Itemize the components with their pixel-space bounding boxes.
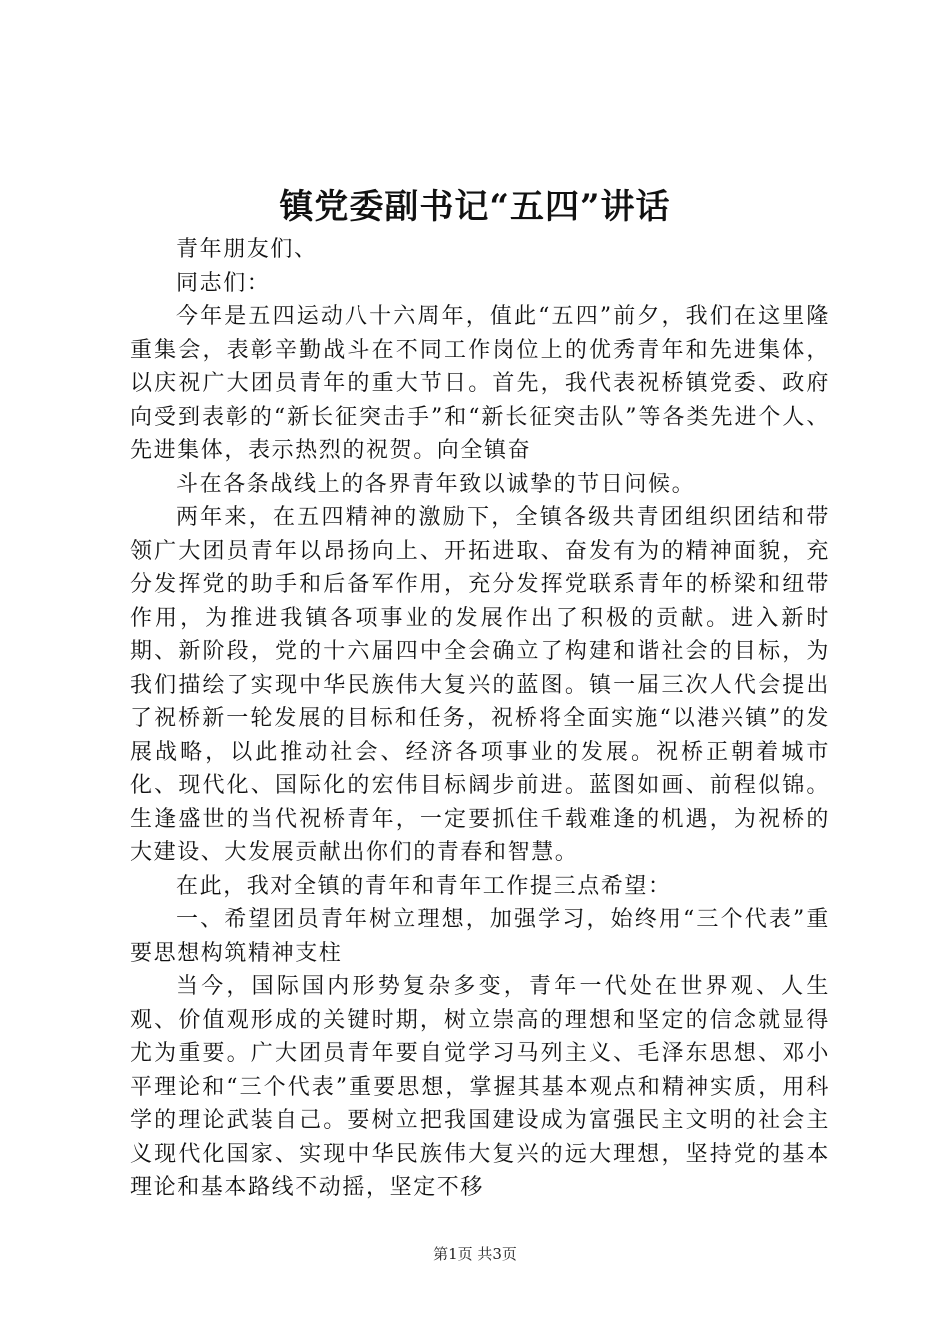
- document-body: [130, 233, 830, 1205]
- section-heading-1: 一、希望团员青年树立理想，加强学习，始终用“三个代表”重要思想构筑精神支柱: [130, 907, 830, 966]
- paragraph-two-years: 两年来，在五四精神的激励下，全镇各级共青团组织团结和带领广大团员青年以昂扬向上、开拓进取、奋发有为的精神面貌，充分发挥党的助手和后备军作用，充分发挥党联系青年的桥梁和纽带作用，为推进我镇各项事业的发展作出了积极的贡献。进入新时期、新阶段，党的十六届四中全会确立了构建和谐社会的目标，为我们描绘了实现中华民族伟大复兴的蓝图。镇一届三次人代会提出了祝桥新一轮发展的目标和任务，祝桥将全面实施“以港兴镇”的发展战略，以此推动社会、经济各项事业的发展。祝桥正朝着城市化、现代化、国际化的宏伟目标阔步前进。蓝图如画、前程似锦。生逢盛世的当代祝桥青年，一定要抓住千载难逢的机遇，为祝桥的大建设、大发展贡献出你们的青春和智慧。: [130, 505, 830, 865]
- paragraph-hopes-intro: 在此，我对全镇的青年和青年工作提三点希望：: [176, 873, 672, 899]
- salutation-1: 青年朋友们、: [176, 237, 318, 262]
- page-footer: 第1页 共3页: [433, 1245, 517, 1263]
- paragraph-section-1: 当今，国际国内形势复杂多变，青年一代处在世界观、人生观、价值观形成的关键时期，树立崇高的理想和坚定的信念就显得尤为重要。广大团员青年要自觉学习马列主义、毛泽东思想、邓小平理论和“三个代表”重要思想，掌握其基本观点和精神实质，用科学的理论武装自己。要树立把我国建设成为富强民主文明的社会主义现代化国家、实现中华民族伟大复兴的远大理想，坚持党的基本理论和基本路线不动摇，坚定不移: [130, 974, 830, 1200]
- paragraph-greeting: 斗在各条战线上的各界青年致以诚挚的节日问候。: [176, 471, 696, 497]
- salutation-2: 同志们：: [176, 270, 271, 296]
- document-title: 镇党委副书记“五四”讲话: [279, 187, 671, 227]
- paragraph-opening: 今年是五四运动八十六周年，值此“五四”前夕，我们在这里隆重集会，表彰辛勤战斗在不同工作岗位上的优秀青年和先进集体，以庆祝广大团员青年的重大节日。首先，我代表祝桥镇党委、政府向受到表彰的“新长征突击手”和“新长征突击队”等各类先进个人、先进集体，表示热烈的祝贺。向全镇奋: [130, 304, 830, 463]
